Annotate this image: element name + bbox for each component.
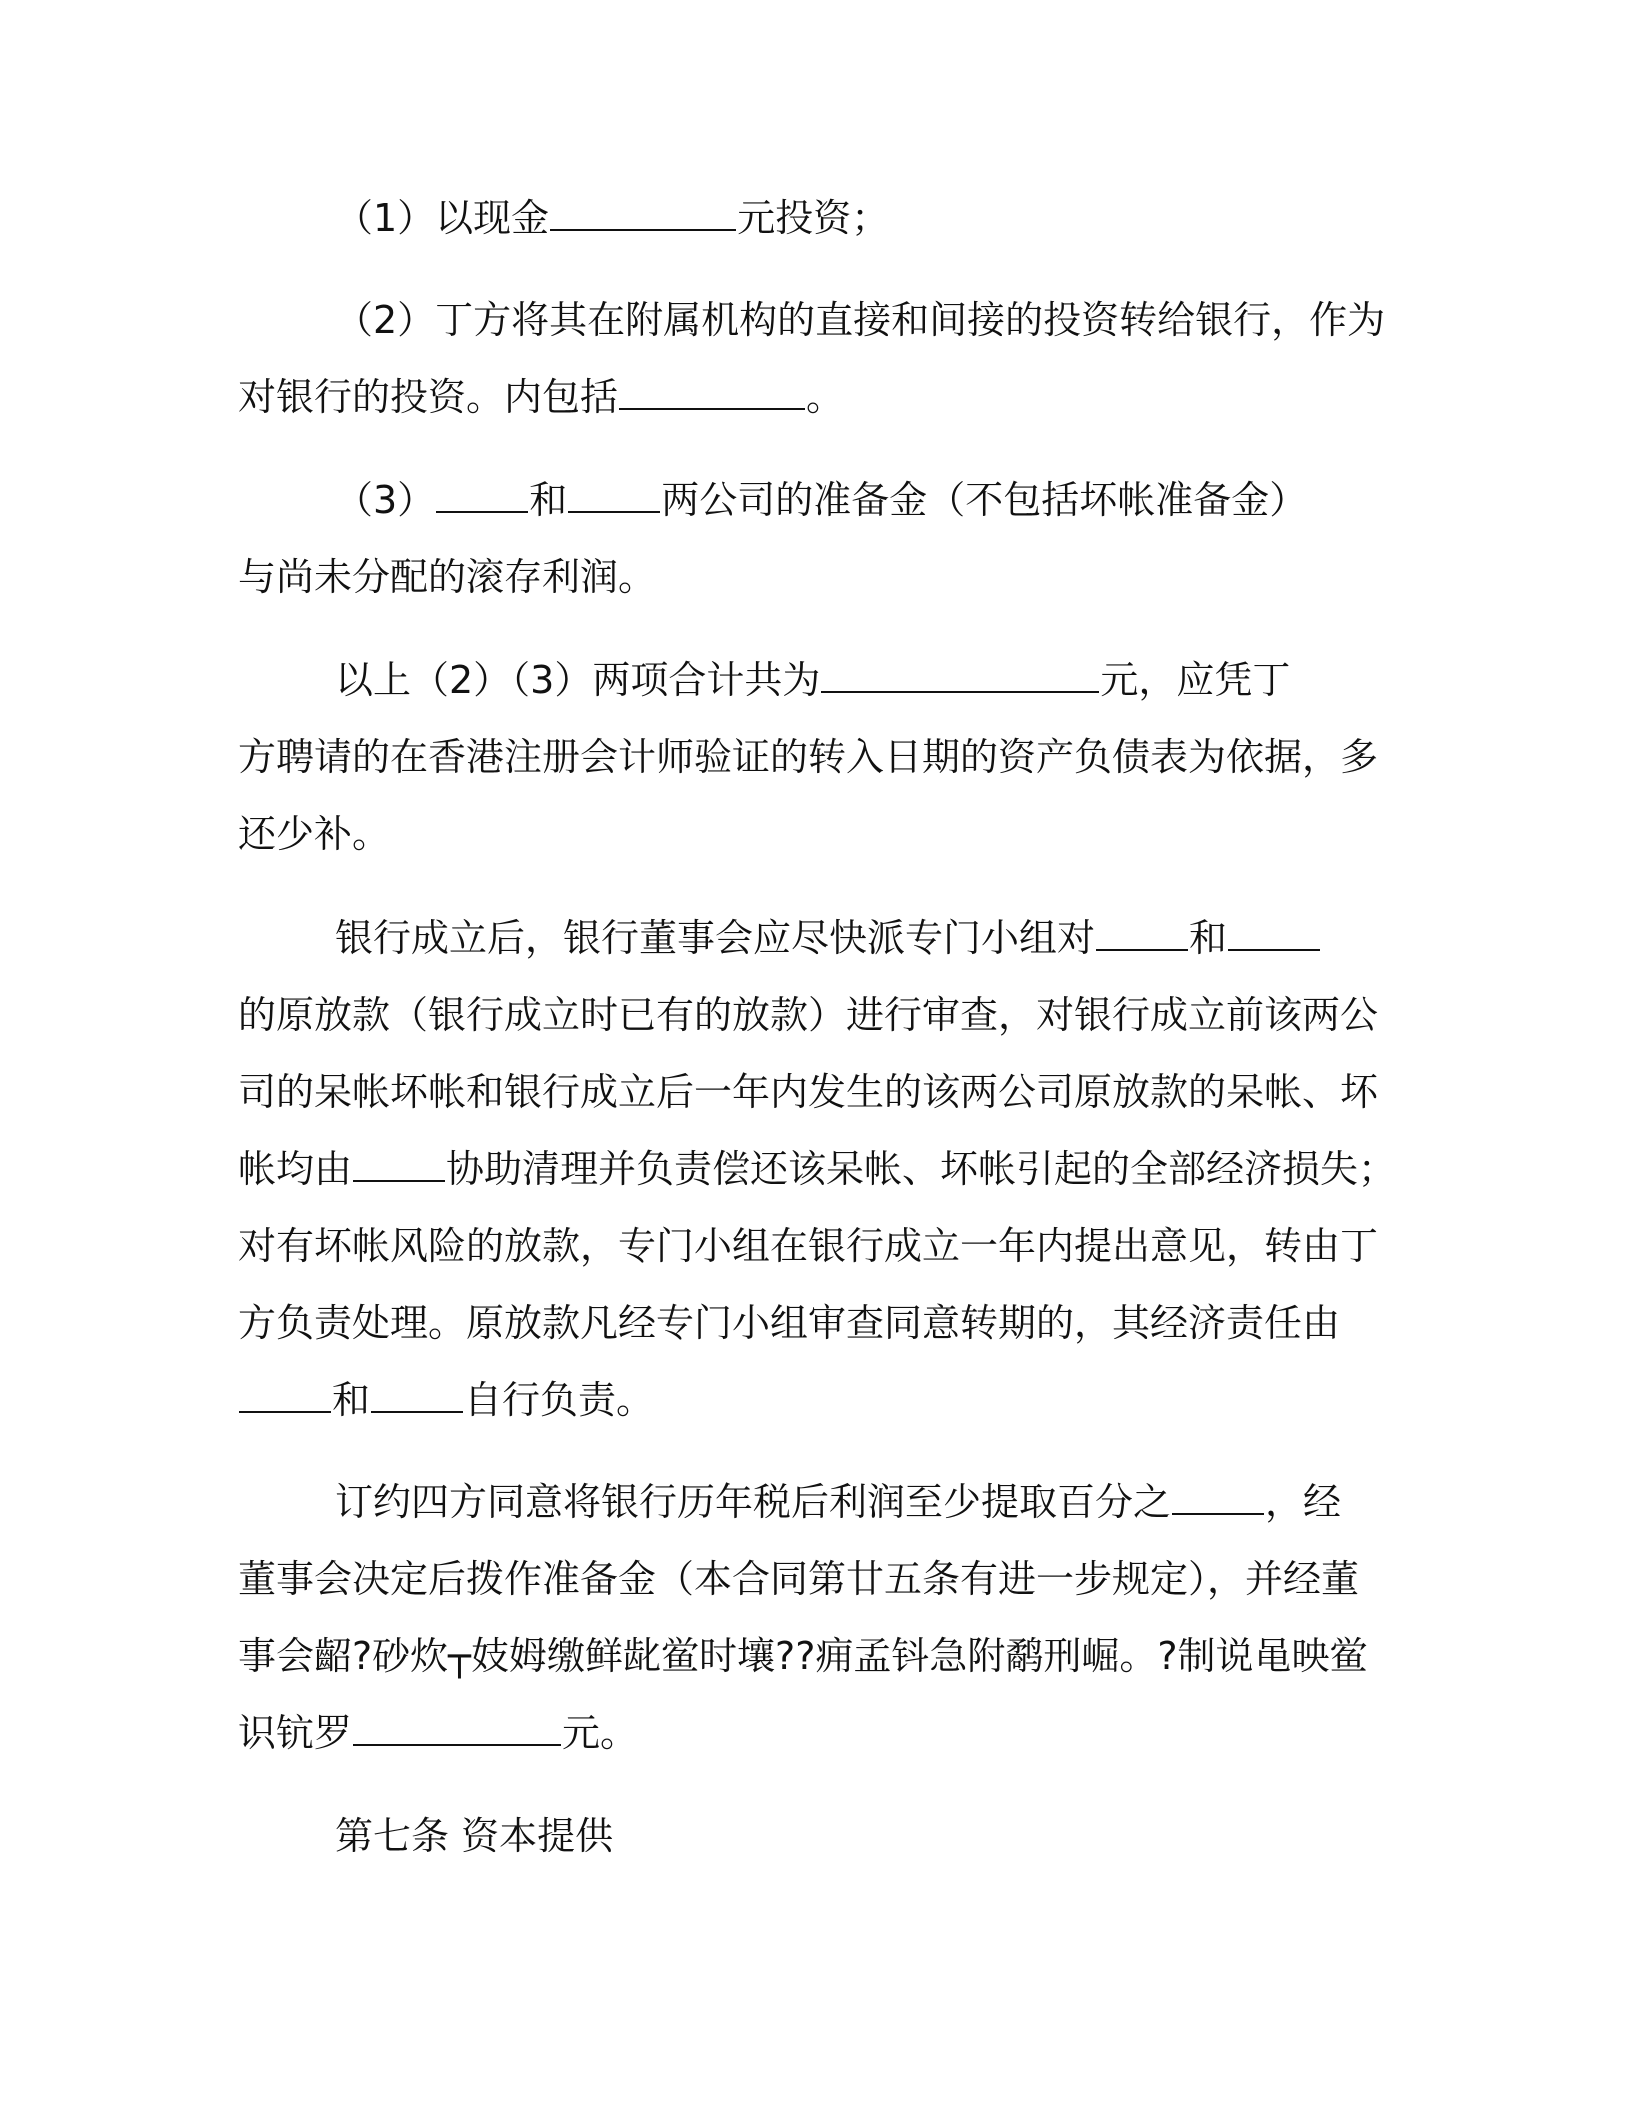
paragraph-profit-reserve: [238, 1464, 1388, 1772]
fill-in-blank[interactable]: [568, 481, 660, 513]
paragraph-cash-investment: [238, 180, 1388, 257]
paragraph-line: 还少补。: [238, 812, 391, 856]
text-segment: ，经: [1265, 1480, 1342, 1524]
paragraph-line: [238, 1362, 1388, 1439]
section-heading: [238, 1798, 1388, 1875]
fill-in-blank[interactable]: [353, 1714, 561, 1746]
text-segment: 识钪罗: [238, 1711, 353, 1755]
text-segment: 和: [529, 478, 568, 522]
paragraph-line: 与尚未分配的滚存利润。: [238, 555, 657, 599]
text-segment: 协助清理并负责偿还该呆帐、坏帐引起的全部经济损失；: [446, 1147, 1397, 1191]
fill-in-blank[interactable]: [371, 1381, 463, 1413]
text-segment: （1）以现金: [335, 196, 550, 240]
text-segment: 自行负责。: [464, 1378, 655, 1422]
text-segment: 两公司的准备金（不包括坏帐准备金）: [661, 478, 1308, 522]
paragraph-line: 方聘请的在香港注册会计师验证的转入日期的资产负债表为依据，多: [238, 735, 1379, 779]
paragraph-loan-review: [238, 900, 1397, 1439]
paragraph-line: [238, 462, 1388, 539]
text-segment: 对银行的投资。内包括: [238, 375, 619, 419]
fill-in-blank[interactable]: [1096, 919, 1188, 951]
paragraph-line: 方负责处理。原放款凡经专门小组审查同意转期的，其经济责任由: [238, 1301, 1341, 1345]
fill-in-blank[interactable]: [239, 1381, 331, 1413]
paragraph-line: [238, 642, 1388, 719]
paragraph-line: [238, 180, 1388, 257]
fill-in-blank[interactable]: [436, 481, 528, 513]
paragraph-line: 董事会决定后拨作准备金（本合同第廿五条有进一步规定），并经董: [238, 1557, 1360, 1601]
paragraph-line: 的原放款（银行成立时已有的放款）进行审查，对银行成立前该两公: [238, 993, 1379, 1037]
paragraph-reserve-funds: [238, 462, 1388, 616]
paragraph-line: 司的呆帐坏帐和银行成立后一年内发生的该两公司原放款的呆帐、坏: [238, 1070, 1379, 1114]
paragraph-line: [238, 1695, 1388, 1772]
text-segment: 元。: [562, 1711, 639, 1755]
paragraph-line: [238, 359, 1388, 436]
text-segment: 订约四方同意将银行历年税后利润至少提取百分之: [335, 1480, 1172, 1524]
text-segment: （3）: [335, 478, 436, 522]
text-segment: 和: [1189, 916, 1228, 960]
paragraph-line: [238, 1131, 1397, 1208]
text-segment: 和: [332, 1378, 371, 1422]
fill-in-blank[interactable]: [1172, 1483, 1264, 1515]
text-segment: 以上（2）（3）两项合计共为: [335, 658, 821, 702]
text-segment: 元，应凭丁: [1100, 658, 1291, 702]
text-segment: 银行成立后，银行董事会应尽快派专门小组对: [335, 916, 1096, 960]
fill-in-blank[interactable]: [550, 199, 736, 231]
fill-in-blank[interactable]: [1228, 919, 1320, 951]
text-segment: 元投资；: [737, 196, 890, 240]
paragraph-affiliate-investment: [238, 282, 1388, 436]
fill-in-blank[interactable]: [619, 378, 805, 410]
paragraph-line: （2）丁方将其在附属机构的直接和间接的投资转给银行，作为: [335, 298, 1386, 342]
fill-in-blank[interactable]: [353, 1150, 445, 1182]
paragraph-line: [238, 900, 1388, 977]
article-title: 第七条 资本提供: [335, 1814, 614, 1858]
paragraph-line: 对有坏帐风险的放款，专门小组在银行成立一年内提出意见，转由丁: [238, 1224, 1379, 1268]
text-segment: 。: [806, 375, 845, 419]
paragraph-total-amount: [238, 642, 1388, 873]
fill-in-blank[interactable]: [821, 661, 1099, 693]
text-segment: 帐均由: [238, 1147, 353, 1191]
paragraph-line: 事会齠?砂炊┬妓姆缴鲜龀鲎时壤??痈孟钭急附鹬刑崛。?制说黾映鲎: [238, 1634, 1368, 1678]
paragraph-line: [238, 1464, 1388, 1541]
